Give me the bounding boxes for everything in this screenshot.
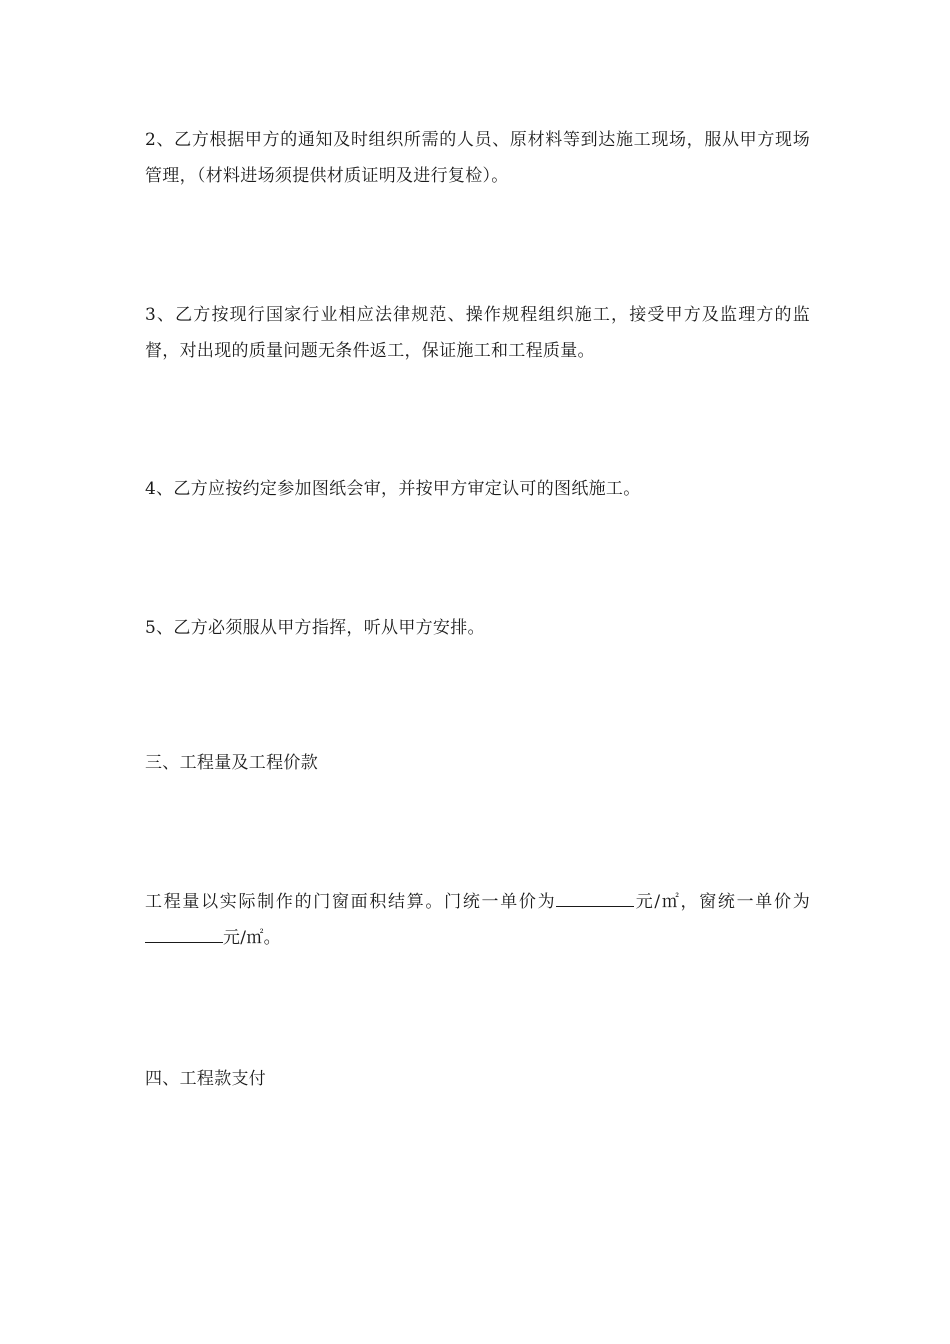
paragraph-item-3: 3、乙方按现行国家行业相应法律规范、操作规程组织施工，接受甲方及监理方的监督，对出现的质量问题无条件返工，保证施工和工程质量。 bbox=[145, 305, 810, 361]
paragraph-price bbox=[145, 884, 810, 956]
paragraph-item-4: 4、乙方应按约定参加图纸会审，并按甲方审定认可的图纸施工。 bbox=[145, 479, 641, 499]
window-price-blank bbox=[145, 926, 223, 943]
section-heading-4: 四、工程款支付 bbox=[145, 1069, 267, 1089]
paragraph-item-5: 5、乙方必须服从甲方指挥，听从甲方安排。 bbox=[145, 618, 485, 638]
price-text-part1: 工程量以实际制作的门窗面积结算。门统一单价为 bbox=[145, 892, 557, 912]
price-text-part3: 元/㎡。 bbox=[223, 928, 281, 948]
price-text-part2: 元/㎡，窗统一单价为 bbox=[634, 892, 810, 912]
door-price-blank bbox=[556, 890, 634, 907]
section-heading-3: 三、工程量及工程价款 bbox=[145, 753, 318, 773]
paragraph-item-2: 2、乙方根据甲方的通知及时组织所需的人员、原材料等到达施工现场，服从甲方现场管理，（材料进场须提供材质证明及进行复检）。 bbox=[145, 130, 810, 186]
